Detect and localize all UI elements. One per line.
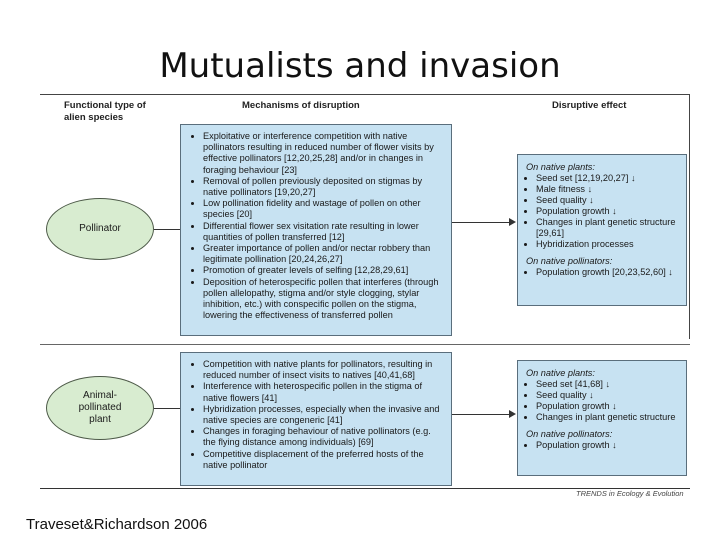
list-item: • Removal of pollen previously deposited on stigmas by native pollinators [19,20,27] bbox=[203, 176, 445, 198]
plant-connector-left bbox=[154, 408, 180, 409]
pollinator-oval bbox=[46, 198, 154, 260]
pollinator-mechanisms-panel bbox=[180, 124, 452, 336]
list-item: • Competitive displacement of the preferred hosts of the native pollinator bbox=[203, 449, 445, 471]
disruption-figure bbox=[40, 94, 690, 498]
header-functional-type: Functional type of alien species bbox=[64, 100, 146, 123]
plant-oval bbox=[46, 376, 154, 440]
list-item: • Population growth ↓ bbox=[536, 440, 680, 451]
list-item: • Changes in plant genetic structure [29,61] bbox=[536, 217, 680, 239]
pollinator-connector-left bbox=[154, 229, 180, 230]
list-item: • Competition with native plants for pollinators, resulting in reduced number of insect visits to natives [40,41,68] bbox=[203, 359, 445, 381]
pollinator-effect-pollinators-list bbox=[526, 267, 680, 278]
effect-heading-plants: On native plants: bbox=[526, 368, 595, 378]
plant-label-line-3: plant bbox=[89, 414, 111, 425]
effect-heading-pollinators: On native pollinators: bbox=[526, 256, 613, 266]
source-note: TRENDS in Ecology & Evolution bbox=[576, 489, 684, 498]
header-disruptive-effect: Disruptive effect bbox=[552, 100, 627, 111]
list-item: • Population growth ↓ bbox=[536, 401, 680, 412]
plant-label-line-1: Animal- bbox=[83, 390, 117, 401]
arrow-right-icon bbox=[509, 410, 516, 418]
list-item: • Seed set [12,19,20,27] ↓ bbox=[536, 173, 680, 184]
pollinator-connector-right bbox=[452, 222, 512, 223]
plant-effect-panel bbox=[517, 360, 687, 476]
list-item: • Population growth ↓ bbox=[536, 206, 680, 217]
pollinator-mechanisms-list bbox=[193, 131, 445, 321]
plant-effect-pollinators-list bbox=[526, 440, 680, 451]
arrow-right-icon bbox=[509, 218, 516, 226]
list-item: • Greater importance of pollen and/or nectar robbery than legitimate pollination [20,24,26,27] bbox=[203, 243, 445, 265]
list-item: • Promotion of greater levels of selfing [12,28,29,61] bbox=[203, 265, 445, 276]
figure-right-rule bbox=[689, 94, 690, 339]
list-item: • Low pollination fidelity and wastage of pollen on other species [20] bbox=[203, 198, 445, 220]
slide-title: Mutualists and invasion bbox=[159, 46, 561, 86]
effect-heading-plants: On native plants: bbox=[526, 162, 595, 172]
list-item: • Changes in foraging behaviour of native pollinators (e.g. the flying distance among individuals) [69] bbox=[203, 426, 445, 448]
pollinator-label: Pollinator bbox=[79, 223, 121, 234]
plant-mechanisms-panel bbox=[180, 352, 452, 486]
header-mechanisms: Mechanisms of disruption bbox=[242, 100, 360, 111]
list-item: • Differential flower sex visitation rate resulting in lower quantities of pollen transferred [12] bbox=[203, 221, 445, 243]
citation-credit: Traveset&Richardson 2006 bbox=[26, 516, 208, 533]
list-item: • Male fitness ↓ bbox=[536, 184, 680, 195]
list-item: • Interference with heterospecific pollen in the stigma of native flowers [41] bbox=[203, 381, 445, 403]
plant-connector-right bbox=[452, 414, 512, 415]
list-item: • Exploitative or interference competition with native pollinators resulting in reduced number of flower visits by effective pollinators [12,20,25,28] and/or in changes in foraging behaviour [23] bbox=[203, 131, 445, 176]
list-item: • Seed set [41,68] ↓ bbox=[536, 379, 680, 390]
plant-effect-plants-list bbox=[526, 379, 680, 423]
list-item: • Hybridization processes bbox=[536, 239, 680, 250]
plant-mechanisms-list bbox=[193, 359, 445, 471]
pollinator-effect-panel bbox=[517, 154, 687, 306]
list-item: • Seed quality ↓ bbox=[536, 390, 680, 401]
list-item: • Seed quality ↓ bbox=[536, 195, 680, 206]
plant-label-line-2: pollinated bbox=[78, 402, 122, 413]
list-item: • Hybridization processes, especially when the invasive and native species are congeneric [41] bbox=[203, 404, 445, 426]
list-item: • Changes in plant genetic structure bbox=[536, 412, 680, 423]
figure-top-rule bbox=[40, 94, 690, 95]
pollinator-effect-plants-list bbox=[526, 173, 680, 250]
list-item: • Deposition of heterospecific pollen that interferes (through pollen allelopathy, stigma and/or style clogging, stylar inhibition, etc.) with conspecific pollen on the stigma, lowering the effectiveness of transferred pollen bbox=[203, 277, 445, 322]
effect-heading-pollinators: On native pollinators: bbox=[526, 429, 613, 439]
row-separator bbox=[40, 344, 690, 345]
list-item: • Population growth [20,23,52,60] ↓ bbox=[536, 267, 680, 278]
